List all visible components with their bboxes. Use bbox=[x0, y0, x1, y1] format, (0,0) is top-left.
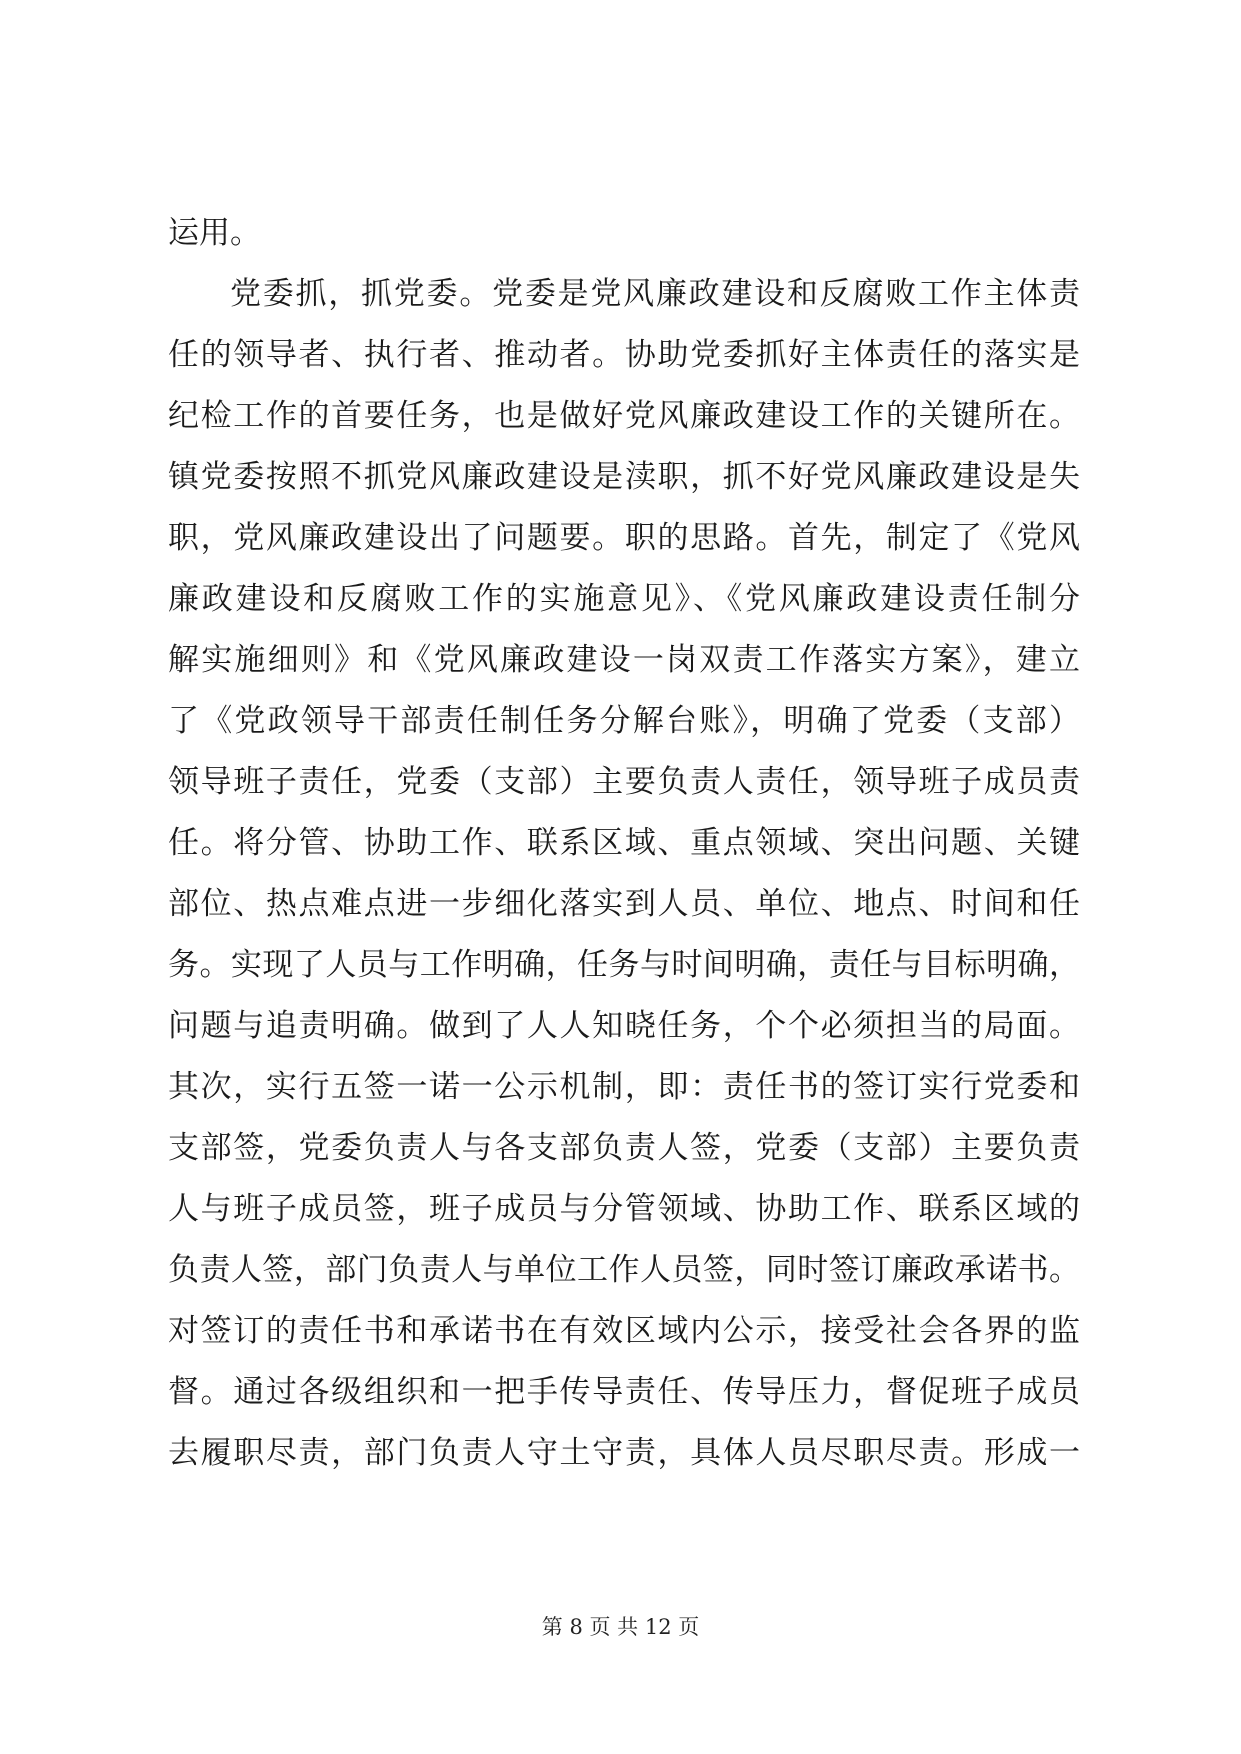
text-line: 解实施细则》和《党风廉政建设一岗双责工作落实方案》，建立 bbox=[168, 642, 1080, 678]
text-line: 督。通过各级组织和一把手传导责任、传导压力，督促班子成员 bbox=[168, 1374, 1080, 1410]
text-line: 职，党风廉政建设出了问题要。职的思路。首先，制定了《党风 bbox=[168, 520, 1080, 556]
text-line: 廉政建设和反腐败工作的实施意见》、《党风廉政建设责任制分 bbox=[168, 581, 1080, 617]
text-line: 务。实现了人员与工作明确，任务与时间明确，责任与目标明确， bbox=[168, 947, 1080, 983]
text-line: 领导班子责任，党委（支部）主要负责人责任，领导班子成员责 bbox=[168, 764, 1080, 800]
text-line: 运用。 bbox=[168, 215, 261, 251]
text-line: 纪检工作的首要任务，也是做好党风廉政建设工作的关键所在。 bbox=[168, 398, 1080, 434]
text-line: 人与班子成员签，班子成员与分管领域、协助工作、联系区域的 bbox=[168, 1191, 1080, 1227]
text-line: 任。将分管、协助工作、联系区域、重点领域、突出问题、关键 bbox=[168, 825, 1080, 861]
text-line: 其次，实行五签一诺一公示机制，即：责任书的签订实行党委和 bbox=[168, 1069, 1080, 1105]
text-line: 部位、热点难点进一步细化落实到人员、单位、地点、时间和任 bbox=[168, 886, 1080, 922]
text-line: 负责人签，部门负责人与单位工作人员签，同时签订廉政承诺书。 bbox=[168, 1252, 1080, 1288]
body-text bbox=[168, 203, 1080, 1484]
text-line: 党委抓，抓党委。党委是党风廉政建设和反腐败工作主体责 bbox=[230, 276, 1080, 312]
text-line: 支部签，党委负责人与各支部负责人签，党委（支部）主要负责 bbox=[168, 1130, 1080, 1166]
text-line: 了《党政领导干部责任制任务分解台账》，明确了党委（支部） bbox=[168, 703, 1080, 739]
text-line: 任的领导者、执行者、推动者。协助党委抓好主体责任的落实是 bbox=[168, 337, 1080, 373]
text-line: 问题与追责明确。做到了人人知晓任务，个个必须担当的局面。 bbox=[168, 1008, 1080, 1044]
text-line: 去履职尽责，部门负责人守土守责，具体人员尽职尽责。形成一 bbox=[168, 1435, 1080, 1471]
page-number-footer: 第 8 页 共 12 页 bbox=[541, 1615, 700, 1639]
text-line: 对签订的责任书和承诺书在有效区域内公示，接受社会各界的监 bbox=[168, 1313, 1080, 1349]
text-line: 镇党委按照不抓党风廉政建设是渎职，抓不好党风廉政建设是失 bbox=[168, 459, 1080, 495]
